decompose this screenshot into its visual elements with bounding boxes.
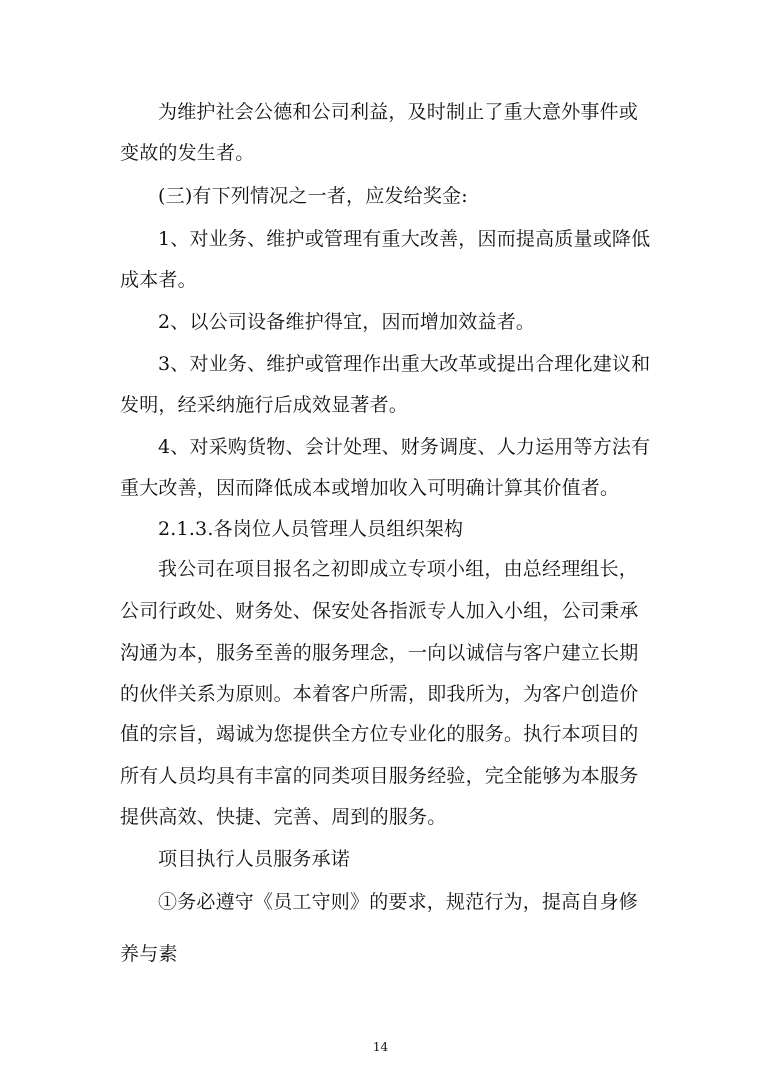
paragraph-line: 所有人员均具有丰富的同类项目服务经验，完全能够为本服务 [120, 765, 639, 787]
list-item: 2、以公司设备维护得宜，因而增加效益者。 [158, 311, 536, 333]
paragraph-line: 养与素 [120, 943, 178, 965]
page-number: 14 [372, 1040, 389, 1054]
paragraph-line: 的伙伴关系为原则。本着客户所需，即我所为，为客户创造价 [120, 683, 639, 705]
section-heading: (三)有下列情况之一者，应发给奖金: [158, 185, 468, 207]
paragraph-line: 值的宗旨，竭诚为您提供全方位专业化的服务。执行本项目的 [120, 723, 639, 745]
paragraph-line: ①务必遵守《员工守则》的要求，规范行为，提高自身修 [158, 891, 639, 913]
paragraph-line: 我公司在项目报名之初即成立专项小组，由总经理组长， [158, 558, 639, 580]
list-item-continuation: 发明，经采纳施行后成效显著者。 [120, 394, 409, 416]
list-item: 1、对业务、维护或管理有重大改善，因而提高质量或降低 [158, 228, 651, 250]
list-item-continuation: 成本者。 [120, 269, 197, 291]
section-heading: 项目执行人员服务承诺 [158, 848, 351, 870]
section-heading: 2.1.3.各岗位人员管理人员组织架构 [158, 518, 464, 540]
paragraph-line: 变故的发生者。 [120, 142, 255, 164]
list-item: 3、对业务、维护或管理作出重大改革或提出合理化建议和 [158, 353, 651, 375]
paragraph-line: 提供高效、快捷、完善、周到的服务。 [120, 806, 447, 828]
list-item-continuation: 重大改善，因而降低成本或增加收入可明确计算其价值者。 [120, 477, 620, 499]
paragraph-line: 公司行政处、财务处、保安处各指派专人加入小组，公司秉承 [120, 600, 639, 622]
list-item: 4、对采购货物、会计处理、财务调度、人力运用等方法有 [158, 436, 651, 458]
paragraph-line: 沟通为本，服务至善的服务理念，一向以诚信与客户建立长期 [120, 642, 639, 664]
paragraph-line: 为维护社会公德和公司利益，及时制止了重大意外事件或 [158, 101, 639, 123]
